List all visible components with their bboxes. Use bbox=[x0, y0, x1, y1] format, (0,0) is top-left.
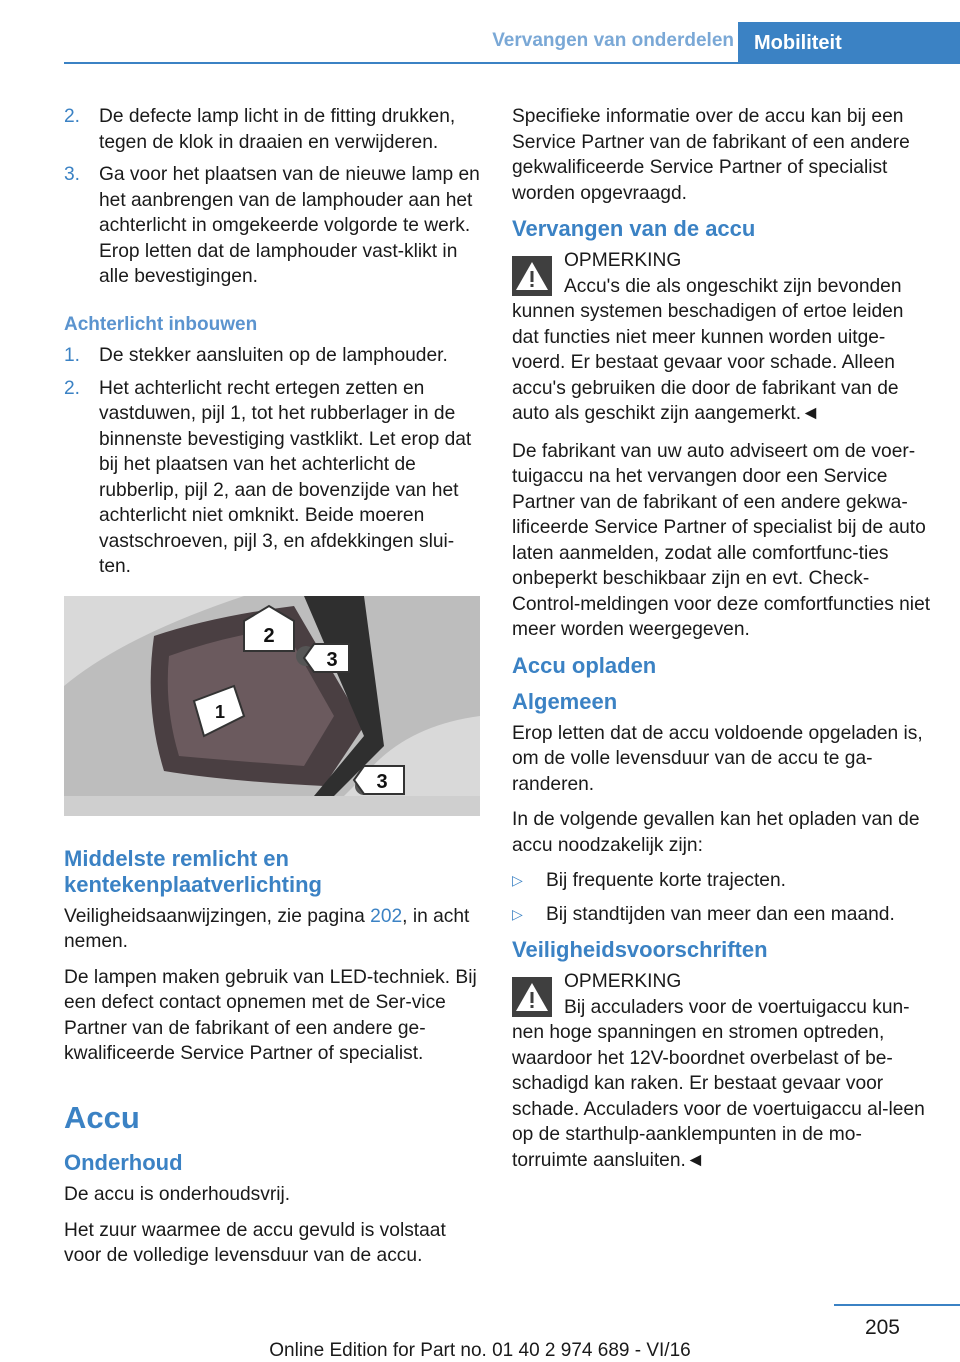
step-text: Het achterlicht recht ertegen zetten en vastduwen, pijl 1, tot het rubberlager in de binnenste bevestiging vastklikt. Let erop dat bij het plaatsen van het achterlicht de rubberlip, pijl 2, aan de bovenzijde van het achterlicht niet omknikt. Beide moeren vastschroeven, pijl 3, en afdekkingen slui-ten. bbox=[99, 377, 472, 577]
step-number: 2. bbox=[64, 377, 81, 399]
page-link[interactable]: 202 bbox=[370, 905, 403, 927]
warning-title: OPMERKING bbox=[564, 250, 682, 271]
maintenance-paragraph-2: Het zuur waarmee de accu gevuld is volstaat voor de volledige levensduur van de accu. bbox=[64, 1219, 446, 1266]
warning-body: kunnen systemen beschadigen of ertoe leiden dat functies niet meer kunnen worden uitge-voerd. Er bestaat gevaar voor schade. Alleen accu's gebruiken die door de fabrikant van de auto als geschikt zijn aangemerkt.◄ bbox=[512, 301, 904, 424]
right-column bbox=[512, 104, 932, 1185]
step-text: Ga voor het plaatsen van de nieuwe lamp en het aanbrengen van de lamphouder aan het achterlicht in omgekeerde volgorde te werk. Erop letten dat de lamphouder vast-klikt in alle bevestigingen. bbox=[99, 164, 480, 287]
warning-box bbox=[512, 248, 932, 427]
arrow-label-1: 1 bbox=[214, 701, 226, 722]
list-item bbox=[512, 868, 932, 894]
safety-text-pre: Veiligheidsaanwijzingen, zie pagina bbox=[64, 905, 371, 927]
list-item bbox=[512, 902, 932, 928]
bullet-marker: ▷ bbox=[512, 872, 523, 888]
general-heading: Algemeen bbox=[512, 688, 618, 714]
safety-reference bbox=[64, 904, 482, 955]
taillight-illustration bbox=[64, 596, 480, 816]
intro-paragraph: Specifieke informatie over de accu kan bij een Service Partner van de fabrikant of een andere gekwalificeerde Service Partner of specialist worden opgevraagd. bbox=[512, 106, 910, 204]
list-item bbox=[64, 104, 482, 155]
arrow-label-3-bottom: 3 bbox=[376, 770, 388, 793]
list-item bbox=[64, 343, 482, 369]
left-column bbox=[64, 104, 482, 1279]
list-item bbox=[64, 162, 482, 290]
middle-light-heading: Middelste remlicht en kentekenplaatverlichting bbox=[64, 845, 322, 897]
warning-first-line: Bij acculaders voor de voertuigaccu kun- bbox=[564, 996, 910, 1018]
led-paragraph: De lampen maken gebruik van LED-techniek. Bij een defect contact opnemen met de Ser-vice Partner van de fabrikant of een andere ge-kwalificeerde Service Partner of specialist. bbox=[64, 966, 477, 1064]
header-chapter-tab: Mobiliteit bbox=[738, 22, 960, 62]
warning-first-line: Accu's die als ongeschikt zijn bevonden bbox=[564, 275, 902, 297]
edition-line: Online Edition for Part no. 01 40 2 974 689 - VI/16 bbox=[269, 1340, 691, 1361]
header-rule bbox=[64, 62, 960, 64]
step-number: 3. bbox=[64, 164, 81, 185]
footer-rule bbox=[834, 1304, 960, 1306]
bullet-text: Bij frequente korte trajecten. bbox=[546, 870, 786, 891]
bullet-text: Bij standtijden van meer dan een maand. bbox=[546, 903, 895, 925]
warning-title: OPMERKING bbox=[564, 971, 682, 992]
general-paragraph-1: Erop letten dat de accu voldoende opgeladen is, om de volle levensduur van de accu te ga-randeren. bbox=[512, 722, 923, 795]
charge-heading: Accu opladen bbox=[512, 652, 657, 678]
warning-icon bbox=[512, 977, 552, 1017]
page-number: 205 bbox=[864, 1316, 900, 1339]
safety-text-post: , in acht nemen. bbox=[64, 905, 470, 952]
header-section-title: Vervangen van onderdelen bbox=[492, 30, 734, 51]
safety-heading: Veiligheidsvoorschriften bbox=[512, 937, 768, 962]
maintenance-paragraph-1: De accu is onderhoudsvrij. bbox=[64, 1184, 291, 1205]
replace-heading: Vervangen van de accu bbox=[512, 216, 756, 241]
warning-body: nen hoge spanningen en stromen optreden, waardoor het 12V-boordnet overbelast of be-schadigd kan raken. Er bestaat gevaar voor schade. Acculaders voor de voertuigaccu al-leen op de starthulp-aanklempunten in de mo-torruimte aansluiten.◄ bbox=[512, 1022, 925, 1171]
bullet-marker: ▷ bbox=[512, 905, 523, 922]
taillight-figure bbox=[64, 596, 480, 816]
install-heading: Achterlicht inbouwen bbox=[64, 313, 258, 335]
maintenance-heading: Onderhoud bbox=[64, 1150, 183, 1175]
warning-box bbox=[512, 969, 932, 1173]
step-text: De stekker aansluiten op de lamphouder. bbox=[99, 345, 448, 366]
accu-heading: Accu bbox=[64, 1099, 140, 1135]
arrow-label-3-top: 3 bbox=[326, 648, 338, 671]
step-number: 1. bbox=[64, 345, 81, 366]
arrow-label-2: 2 bbox=[263, 624, 275, 647]
advice-paragraph: De fabrikant van uw auto adviseert om de voer-tuigaccu na het vervangen door een Service Partner van de fabrikant of een andere gekwa-lificeerde Service Partner of specialist bij de auto laten aanmelden, zodat alle comfortfunc-ties onbeperkt beschikbaar zijn en evt. Check-Control-meldingen voor deze comfortfuncties niet meer worden weergegeven. bbox=[512, 440, 931, 640]
warning-icon bbox=[512, 256, 552, 296]
general-paragraph-2: In de volgende gevallen kan het opladen van de accu noodzakelijk zijn: bbox=[512, 809, 920, 856]
list-item bbox=[64, 376, 482, 580]
step-number: 2. bbox=[64, 106, 81, 127]
step-text: De defecte lamp licht in de fitting drukken, tegen de klok in draaien en verwijderen. bbox=[99, 106, 456, 153]
